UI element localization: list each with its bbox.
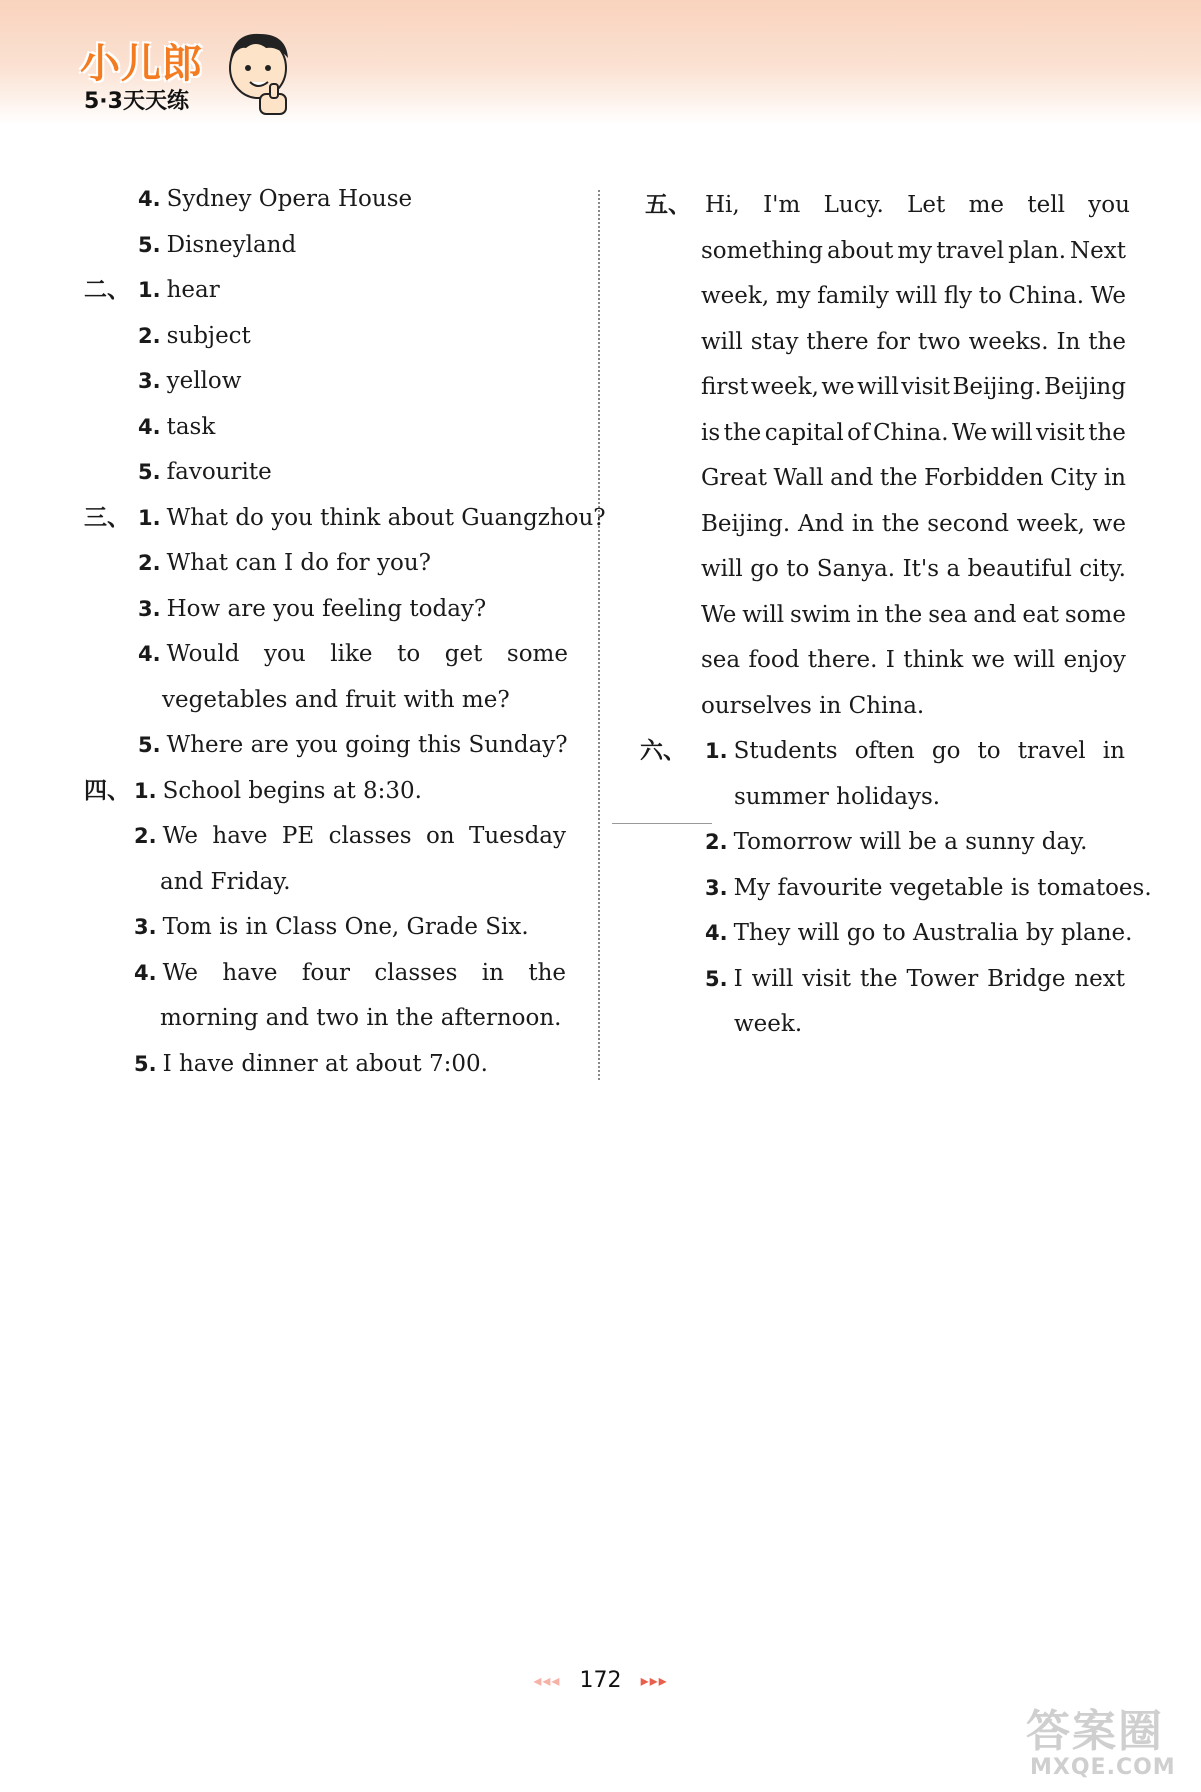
word: plan. — [1008, 237, 1067, 264]
word: will — [742, 601, 785, 628]
word: go — [931, 738, 961, 764]
word: Next — [1070, 237, 1126, 264]
brand-title: 小儿郎 — [80, 41, 203, 87]
answer-text: yellow — [166, 368, 242, 394]
paragraph-line — [701, 645, 1126, 675]
word: me — [968, 192, 1005, 218]
word: Tower — [906, 965, 979, 992]
answer-text: Where are you going this Sunday? — [166, 732, 568, 758]
word: get — [444, 641, 483, 667]
word: you — [1088, 192, 1130, 218]
word: Beijing — [1044, 374, 1126, 400]
word: the — [881, 510, 920, 537]
word: my — [775, 283, 811, 309]
word: to — [977, 738, 1001, 764]
word: will — [701, 328, 743, 355]
watermark — [1020, 1695, 1200, 1792]
answer-line — [705, 736, 1125, 766]
word: travel — [936, 237, 1005, 264]
word: to — [397, 641, 421, 667]
section-label: 二、 — [84, 277, 130, 303]
answer-line — [138, 230, 296, 260]
word: in — [1103, 465, 1126, 491]
answer-line-continued: summer holidays. — [734, 783, 941, 810]
word: classes — [328, 823, 412, 849]
answer-text — [163, 958, 566, 988]
item-number: 1. — [138, 505, 161, 530]
word: tell — [1027, 192, 1065, 218]
section-label: 四、 — [84, 777, 130, 804]
word: And — [797, 510, 845, 537]
word: will — [751, 965, 794, 992]
word: We — [952, 419, 988, 446]
word: we — [1092, 510, 1126, 537]
answer-text: subject — [166, 322, 251, 349]
watermark-sub: MXQE.COM — [1030, 1755, 1176, 1780]
item-number: 3. — [138, 596, 161, 621]
word: in — [1102, 738, 1125, 764]
page-number: 172 — [579, 1668, 622, 1693]
answer-line — [705, 918, 1132, 948]
answer-line-continued: vegetables and fruit with me? — [162, 686, 510, 713]
word: Students — [733, 738, 838, 764]
watermark-main: 答案圈 — [1026, 1706, 1164, 1757]
prev-arrows-icon: ◂◂◂ — [533, 1671, 561, 1690]
word: Sanya. — [816, 556, 896, 582]
answer-text: What can I do for you? — [166, 550, 431, 576]
paragraph-line: ourselves in China. — [701, 692, 925, 719]
word: go — [750, 556, 779, 582]
word: Tuesday — [469, 823, 566, 849]
word: four — [301, 959, 351, 986]
word: family — [817, 283, 889, 309]
answer-line — [138, 366, 241, 396]
word: often — [854, 738, 915, 764]
paragraph-line — [701, 372, 1126, 402]
answer-line — [138, 594, 486, 624]
word: you — [264, 641, 306, 667]
answer-text: task — [166, 413, 216, 440]
word: in — [481, 959, 504, 986]
answer-line-continued: morning and two in the afternoon. — [160, 1005, 562, 1031]
answer-line — [134, 1049, 488, 1079]
answer-line — [705, 964, 1125, 994]
section-rule — [612, 823, 712, 824]
word: eat — [1022, 601, 1059, 628]
item-number: 3. — [134, 915, 157, 939]
answer-text — [167, 639, 568, 669]
answer-line-continued: week. — [734, 1011, 803, 1037]
word: Hi, — [705, 192, 740, 218]
word: something — [701, 237, 824, 264]
word: will — [1013, 647, 1056, 673]
paragraph-line — [701, 554, 1126, 584]
word: the — [1088, 328, 1126, 355]
item-number: 3. — [705, 875, 728, 900]
paragraph-line — [701, 327, 1126, 357]
word: to — [786, 556, 810, 582]
word: Bridge — [987, 965, 1066, 992]
word: We — [162, 959, 198, 986]
item-number: 2. — [138, 323, 161, 348]
answer-line — [138, 184, 412, 214]
brand-logo — [70, 28, 290, 118]
word: in — [856, 601, 879, 628]
word: we — [821, 374, 855, 400]
word: the — [723, 419, 762, 446]
word: like — [330, 641, 373, 667]
word: Lucy. — [823, 192, 884, 218]
word: the — [1088, 419, 1126, 446]
mascot-boy-icon — [220, 28, 298, 120]
answer-line — [705, 873, 1152, 903]
word: in — [851, 510, 875, 537]
word: enjoy — [1063, 647, 1126, 673]
item-number: 5. — [705, 966, 728, 991]
word: travel — [1017, 738, 1086, 764]
answer-text: Disneyland — [166, 231, 297, 258]
word: Let — [907, 192, 946, 218]
word: week, — [750, 374, 819, 400]
word: there — [806, 328, 869, 355]
item-number: 1. — [134, 778, 157, 803]
answer-text: hear — [166, 277, 220, 303]
item-number: 5. — [138, 232, 161, 257]
word: We — [1090, 283, 1126, 309]
item-number: 5. — [138, 733, 161, 757]
word: is — [701, 419, 721, 446]
word: fly — [943, 283, 973, 309]
answer-line — [138, 321, 251, 351]
word: week, — [701, 283, 770, 309]
item-number: 4. — [134, 960, 157, 985]
word: second — [927, 510, 1009, 537]
word: think — [903, 647, 964, 673]
paragraph-line — [701, 600, 1126, 630]
word: China. — [1008, 283, 1085, 309]
word: there. — [807, 647, 878, 673]
item-number: 4. — [705, 921, 728, 945]
answer-text: How are you feeling today? — [166, 595, 487, 622]
answer-line — [134, 958, 566, 988]
word: We — [701, 601, 737, 628]
paragraph-line — [701, 418, 1126, 448]
word: Great — [701, 465, 767, 491]
word: we — [971, 647, 1006, 673]
paragraph-line — [701, 509, 1126, 539]
word: Beijing. — [701, 510, 791, 537]
answer-text: What do you think about Guangzhou? — [166, 504, 606, 531]
word: will — [895, 283, 938, 309]
answer-line — [138, 457, 272, 487]
answer-text: They will go to Australia by plane. — [733, 920, 1133, 946]
word: visit — [802, 965, 852, 992]
answer-line-continued: and Friday. — [160, 868, 291, 895]
item-number: 4. — [138, 414, 161, 439]
item-number: 5. — [134, 1051, 157, 1076]
answer-line — [134, 821, 566, 851]
word: and — [830, 465, 874, 491]
answer-line — [134, 776, 422, 806]
word: China. — [872, 419, 949, 446]
word: visit — [901, 374, 951, 400]
word: sea — [701, 647, 741, 673]
item-number: 1. — [138, 278, 161, 302]
word: some — [506, 641, 568, 667]
word: Forbidden — [924, 465, 1044, 491]
word: sea — [928, 601, 968, 628]
column-divider — [598, 190, 600, 1080]
word: We — [162, 823, 198, 849]
word: I — [733, 965, 743, 992]
section-label: 六、 — [640, 738, 686, 764]
item-number: 3. — [138, 369, 161, 393]
word: first — [701, 374, 749, 400]
word: visit — [1036, 419, 1085, 446]
word: stay — [750, 328, 799, 355]
word: city. — [1079, 556, 1126, 582]
item-number: 4. — [138, 187, 161, 211]
answer-text: Tom is in Class One, Grade Six. — [162, 914, 529, 940]
word: my — [897, 237, 933, 264]
item-number: 1. — [705, 739, 728, 763]
word: Beijing. — [952, 374, 1042, 400]
brand-subtitle: 5·3天天练 — [84, 89, 189, 114]
word: to — [978, 283, 1002, 309]
paragraph-line — [705, 190, 1130, 220]
word: have — [212, 823, 268, 849]
word: two — [917, 328, 961, 355]
answer-line — [705, 827, 1087, 857]
word: the — [884, 601, 923, 628]
answer-text: Tomorrow will be a sunny day. — [733, 829, 1088, 855]
word: In — [1056, 328, 1081, 355]
answer-line — [138, 275, 220, 305]
word: beautiful — [967, 556, 1072, 582]
word: will — [990, 419, 1033, 446]
word: I — [885, 647, 895, 673]
answer-text: favourite — [166, 459, 272, 485]
word: for — [876, 328, 910, 355]
word: Wall — [773, 465, 824, 491]
word: about — [827, 237, 894, 264]
answer-text: I have dinner at about 7:00. — [162, 1050, 488, 1077]
word: the — [879, 465, 918, 491]
answer-line — [138, 639, 568, 669]
word: have — [222, 959, 278, 986]
section-label: 五、 — [645, 192, 691, 218]
answer-line — [138, 503, 606, 533]
word: a — [946, 556, 961, 582]
paragraph-line — [701, 281, 1126, 311]
word: capital — [764, 419, 844, 446]
word: and — [973, 601, 1017, 628]
answer-line — [134, 912, 529, 942]
item-number: 2. — [705, 830, 728, 854]
item-number: 5. — [138, 460, 161, 484]
word: next — [1074, 965, 1125, 992]
word: It's — [902, 556, 940, 582]
word: will — [857, 374, 899, 400]
paragraph-line — [701, 463, 1126, 493]
word: City — [1050, 465, 1098, 491]
word: of — [847, 419, 870, 446]
paragraph-line — [701, 236, 1126, 266]
word: swim — [789, 601, 851, 628]
item-number: 4. — [138, 642, 161, 666]
word: weeks. — [968, 328, 1049, 355]
word: some — [1064, 601, 1126, 628]
answer-line — [138, 548, 431, 578]
answer-text: Sydney Opera House — [166, 186, 413, 212]
word: food — [748, 647, 800, 673]
answer-text — [734, 964, 1125, 994]
word: on — [425, 823, 455, 849]
answer-text — [734, 736, 1125, 766]
next-arrows-icon: ▸▸▸ — [640, 1671, 668, 1690]
word: the — [528, 959, 566, 986]
word: I'm — [763, 192, 801, 218]
word: the — [859, 965, 898, 992]
answer-text: My favourite vegetable is tomatoes. — [733, 874, 1152, 901]
item-number: 2. — [138, 551, 161, 575]
answer-text — [163, 821, 566, 851]
item-number: 2. — [134, 824, 157, 848]
word: PE — [281, 823, 315, 849]
answer-text: School begins at 8:30. — [162, 777, 422, 804]
word: Would — [166, 641, 240, 667]
section-label: 三、 — [84, 504, 130, 531]
answer-line — [138, 730, 568, 760]
word: will — [701, 556, 743, 582]
answer-line — [138, 412, 215, 442]
word: classes — [374, 959, 458, 986]
word: week, — [1016, 510, 1085, 537]
